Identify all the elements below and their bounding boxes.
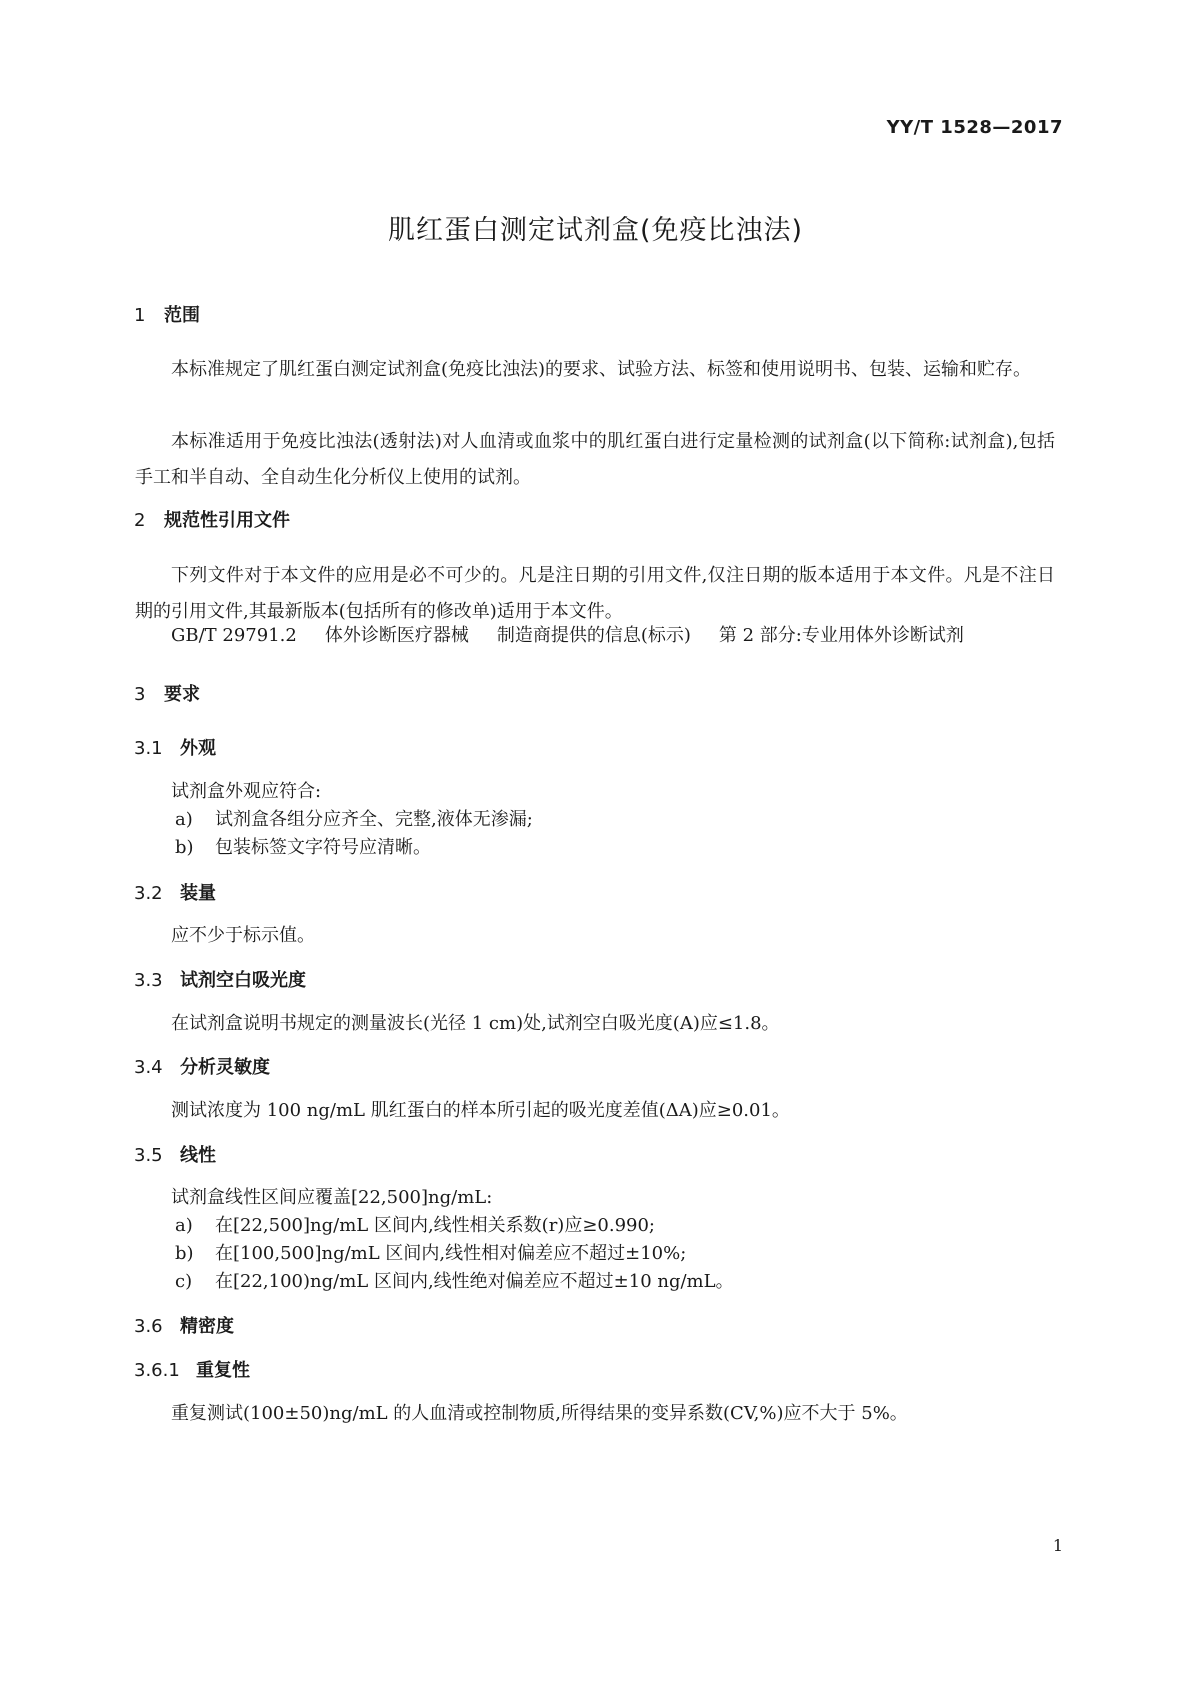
list-text: 在[22,100)ng/mL 区间内,线性绝对偏差应不超过±10 ng/mL。 [215, 1271, 734, 1292]
list-text: 试剂盒各组分应齐全、完整,液体无渗漏; [215, 809, 533, 830]
section-3-4-heading [134, 1053, 270, 1079]
list-item [175, 1214, 655, 1238]
section-3-6-heading [134, 1312, 234, 1338]
section-number: 3.4 [134, 1057, 163, 1078]
section-number: 3.2 [134, 883, 163, 904]
reference-title-part-1: 体外诊断医疗器械 [324, 625, 469, 646]
reference-code: GB/T 29791.2 [171, 625, 297, 646]
list-item [175, 1242, 686, 1266]
section-2-heading [134, 506, 290, 532]
section-1-heading [134, 301, 200, 327]
section-3-3-heading [134, 966, 306, 992]
section-3-heading [134, 680, 200, 706]
list-text: 包装标签文字符号应清晰。 [215, 837, 431, 858]
sensitivity-text: 测试浓度为 100 ng/mL 肌红蛋白的样本所引起的吸光度差值(ΔA)应≥0.01。 [171, 1100, 790, 1121]
section-title: 范围 [164, 305, 200, 326]
section-number: 3.5 [134, 1145, 163, 1166]
section-title: 规范性引用文件 [164, 510, 290, 531]
list-marker: a) [175, 809, 193, 830]
reference-title-part-2: 制造商提供的信息(标示) [496, 625, 691, 646]
section-3-5-heading [134, 1141, 216, 1167]
section-title: 试剂空白吸光度 [180, 970, 306, 991]
section-number: 3.3 [134, 970, 163, 991]
list-marker: a) [175, 1215, 193, 1236]
normative-reference [171, 624, 964, 648]
reagent-blank-text: 在试剂盒说明书规定的测量波长(光径 1 cm)处,试剂空白吸光度(A)应≤1.8。 [171, 1013, 780, 1034]
section-number: 3 [134, 684, 146, 705]
section-number: 3.6.1 [134, 1360, 180, 1381]
repeatability-text: 重复测试(100±50)ng/mL 的人血清或控制物质,所得结果的变异系数(CV,%)应不大于 5%。 [171, 1403, 908, 1424]
section-title: 外观 [180, 738, 216, 759]
reference-title-part-3: 第 2 部分:专业用体外诊断试剂 [718, 625, 964, 646]
section-number: 3.6 [134, 1316, 163, 1337]
page-number: 1 [1052, 1536, 1063, 1555]
list-item [175, 808, 533, 832]
section-title: 装量 [180, 883, 216, 904]
document-title: 肌红蛋白测定试剂盒(免疫比浊法) [387, 215, 804, 246]
section-2-para-1: 下列文件对于本文件的应用是必不可少的。凡是注日期的引用文件,仅注日期的版本适用于本文件。凡是不注日期的引用文件,其最新版本(包括所有的修改单)适用于本文件。 [135, 565, 1055, 622]
fill-volume-text: 应不少于标示值。 [171, 925, 315, 946]
section-title: 精密度 [180, 1316, 234, 1337]
section-title: 分析灵敏度 [180, 1057, 270, 1078]
section-1-para-1: 本标准规定了肌红蛋白测定试剂盒(免疫比浊法)的要求、试验方法、标签和使用说明书、包装、运输和贮存。 [171, 359, 1032, 380]
section-title: 重复性 [196, 1360, 250, 1381]
list-item [175, 1270, 734, 1294]
section-3-6-1-heading [134, 1356, 250, 1382]
list-marker: b) [175, 1243, 194, 1264]
linearity-intro: 试剂盒线性区间应覆盖[22,500]ng/mL: [171, 1187, 493, 1208]
section-3-1-heading [134, 734, 216, 760]
list-marker: b) [175, 837, 194, 858]
list-item [175, 836, 431, 860]
section-3-2-heading [134, 879, 216, 905]
list-text: 在[22,500]ng/mL 区间内,线性相关系数(r)应≥0.990; [215, 1215, 655, 1236]
section-number: 1 [134, 305, 146, 326]
section-number: 3.1 [134, 738, 163, 759]
section-1-para-2: 本标准适用于免疫比浊法(透射法)对人血清或血浆中的肌红蛋白进行定量检测的试剂盒(以下简称:试剂盒),包括手工和半自动、全自动生化分析仪上使用的试剂。 [135, 431, 1055, 488]
standard-code: YY/T 1528—2017 [886, 117, 1063, 138]
section-title: 线性 [180, 1145, 216, 1166]
appearance-intro: 试剂盒外观应符合: [171, 781, 322, 802]
list-text: 在[100,500]ng/mL 区间内,线性相对偏差应不超过±10%; [215, 1243, 687, 1264]
list-marker: c) [175, 1271, 193, 1292]
section-title: 要求 [164, 684, 200, 705]
section-number: 2 [134, 510, 146, 531]
